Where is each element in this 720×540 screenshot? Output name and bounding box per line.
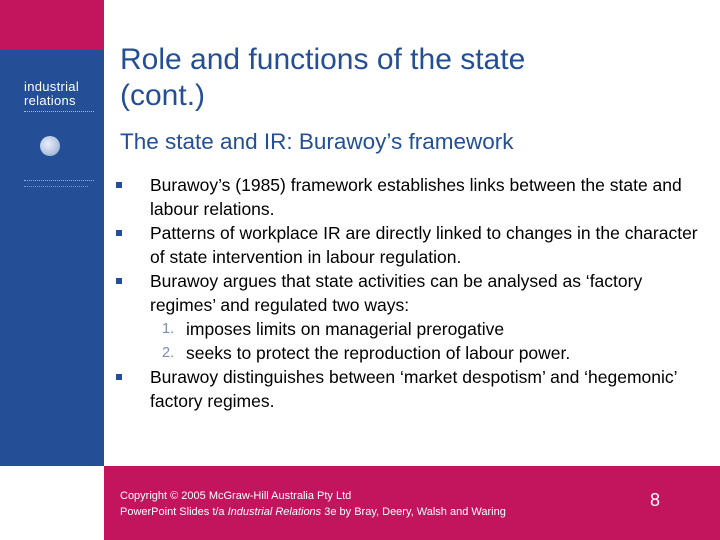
brand-line-2: relations xyxy=(24,93,76,108)
slide-title xyxy=(120,42,680,114)
bullet-text-3: Burawoy argues that state activities can be analysed as ‘factory regimes’ and regulated two ways: xyxy=(150,271,643,315)
sub-item-number-2: 2. xyxy=(162,345,175,361)
sidebar-fine-print xyxy=(24,180,94,184)
credits-suffix: 3e by Bray, Deery, Walsh and Waring xyxy=(321,506,506,518)
bullet-item-4 xyxy=(150,365,710,413)
brand-logo xyxy=(24,80,94,108)
page-number: 8 xyxy=(650,490,661,510)
globe-icon xyxy=(40,136,60,156)
slide-subtitle: The state and IR: Burawoy’s framework xyxy=(120,129,514,154)
bullet-icon xyxy=(116,182,122,188)
credits-line xyxy=(120,504,600,520)
bullet-text-4: Burawoy distinguishes between ‘market despotism’ and ‘hegemonic’ factory regimes. xyxy=(150,367,677,411)
bullet-icon xyxy=(116,374,122,380)
bullet-list xyxy=(150,173,710,413)
slide-title-line-1: Role and functions of the state xyxy=(120,43,526,76)
bullet-item-2 xyxy=(150,221,710,269)
copyright-line: Copyright © 2005 McGraw-Hill Australia Pty Ltd xyxy=(120,490,352,502)
bullet-icon xyxy=(116,278,122,284)
bullet-text-1: Burawoy’s (1985) framework establishes links between the state and labour relations. xyxy=(150,175,682,219)
sub-item-text-1: imposes limits on managerial prerogative xyxy=(186,319,505,339)
credits-prefix: PowerPoint Slides t/a xyxy=(120,506,228,518)
sidebar-top-accent xyxy=(0,0,104,50)
bullet-text-2: Patterns of workplace IR are directly linked to changes in the character of state intervention in labour regulation. xyxy=(150,223,698,267)
bullet-item-3 xyxy=(150,269,710,317)
bullet-item-1 xyxy=(150,173,710,221)
sidebar-fine-print-2 xyxy=(24,186,88,190)
sub-item-2 xyxy=(150,341,710,365)
footer-left-blank xyxy=(0,466,104,540)
sub-item-number-1: 1. xyxy=(162,321,175,337)
sub-item-1 xyxy=(150,317,710,341)
brand-line-1: industrial xyxy=(24,79,80,94)
brand-tagline-mark xyxy=(24,111,94,116)
copyright-footer xyxy=(120,488,600,520)
sub-item-text-2: seeks to protect the reproduction of labour power. xyxy=(186,343,571,363)
bullet-icon xyxy=(116,230,122,236)
book-title: Industrial Relations xyxy=(227,506,322,518)
slide-title-line-2: (cont.) xyxy=(120,79,206,112)
